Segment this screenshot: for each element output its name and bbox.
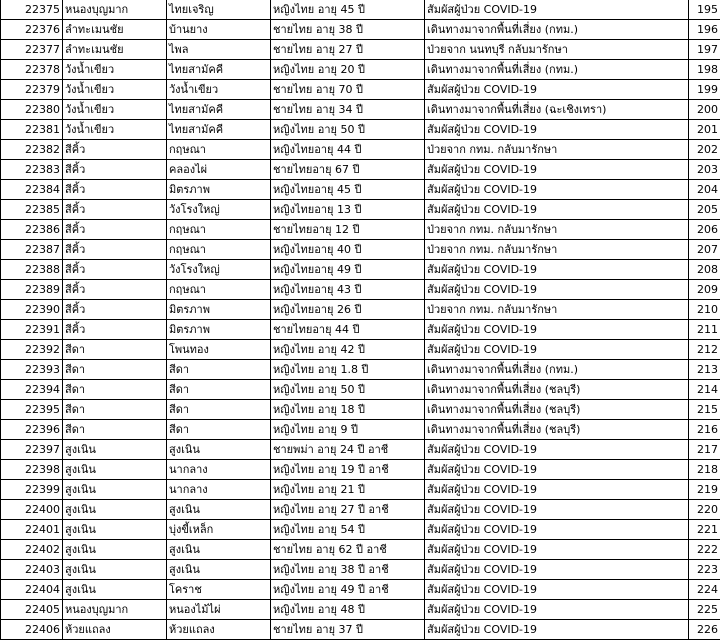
- case-id-cell: 22375: [1, 0, 63, 20]
- table-row: [1, 240, 720, 260]
- infection-source-cell: สัมผัสผู้ป่วย COVID-19: [425, 200, 689, 220]
- subdistrict-cell: นากลาง: [167, 460, 271, 480]
- case-id-cell: 22391: [1, 320, 63, 340]
- district-cell: สีคิ้ว: [63, 180, 167, 200]
- case-id-cell: 22385: [1, 200, 63, 220]
- patient-info-cell: หญิงไทย อายุ 9 ปี: [271, 420, 425, 440]
- patient-info-cell: ชายไทย อายุ 38 ปี: [271, 20, 425, 40]
- table-row: [1, 620, 720, 640]
- subdistrict-cell: ไทยสามัคคี: [167, 60, 271, 80]
- patient-info-cell: หญิงไทยอายุ 40 ปี: [271, 240, 425, 260]
- subdistrict-cell: สีดา: [167, 360, 271, 380]
- patient-info-cell: หญิงไทยอายุ 26 ปี: [271, 300, 425, 320]
- district-cell: หนองบุญมาก: [63, 600, 167, 620]
- table-row: [1, 200, 720, 220]
- patient-info-cell: หญิงไทยอายุ 44 ปี: [271, 140, 425, 160]
- table-row: [1, 180, 720, 200]
- patient-info-cell: ชายไทยอายุ 12 ปี: [271, 220, 425, 240]
- table-row: [1, 380, 720, 400]
- sequence-number-cell: 204: [689, 180, 720, 200]
- infection-source-cell: สัมผัสผู้ป่วย COVID-19: [425, 540, 689, 560]
- case-id-cell: 22378: [1, 60, 63, 80]
- patient-info-cell: หญิงไทย อายุ 20 ปี: [271, 60, 425, 80]
- case-id-cell: 22376: [1, 20, 63, 40]
- infection-source-cell: สัมผัสผู้ป่วย COVID-19: [425, 560, 689, 580]
- subdistrict-cell: นากลาง: [167, 480, 271, 500]
- district-cell: ลำทะเมนชัย: [63, 20, 167, 40]
- patient-info-cell: หญิงไทย อายุ 1.8 ปี: [271, 360, 425, 380]
- sequence-number-cell: 201: [689, 120, 720, 140]
- sequence-number-cell: 220: [689, 500, 720, 520]
- sequence-number-cell: 200: [689, 100, 720, 120]
- infection-source-cell: สัมผัสผู้ป่วย COVID-19: [425, 120, 689, 140]
- district-cell: สีคิ้ว: [63, 200, 167, 220]
- case-id-cell: 22401: [1, 520, 63, 540]
- patient-info-cell: หญิงไทยอายุ 43 ปี: [271, 280, 425, 300]
- sequence-number-cell: 207: [689, 240, 720, 260]
- table-row: [1, 220, 720, 240]
- case-id-cell: 22395: [1, 400, 63, 420]
- infection-source-cell: เดินทางมาจากพื้นที่เสี่ยง (ชลบุรี): [425, 400, 689, 420]
- patient-info-cell: ชายไทย อายุ 34 ปี: [271, 100, 425, 120]
- infection-source-cell: เดินทางมาจากพื้นที่เสี่ยง (ชลบุรี): [425, 420, 689, 440]
- subdistrict-cell: ไทยสามัคคี: [167, 100, 271, 120]
- subdistrict-cell: วังน้ำเขียว: [167, 80, 271, 100]
- case-id-cell: 22406: [1, 620, 63, 640]
- patient-info-cell: ชายไทย อายุ 37 ปี: [271, 620, 425, 640]
- patient-info-cell: หญิงไทยอายุ 49 ปี: [271, 260, 425, 280]
- sequence-number-cell: 196: [689, 20, 720, 40]
- infection-source-cell: เดินทางมาจากพื้นที่เสี่ยง (กทม.): [425, 20, 689, 40]
- subdistrict-cell: สูงเนิน: [167, 560, 271, 580]
- patient-info-cell: ชายไทยอายุ 44 ปี: [271, 320, 425, 340]
- table-row: [1, 280, 720, 300]
- infection-source-cell: สัมผัสผู้ป่วย COVID-19: [425, 260, 689, 280]
- district-cell: สูงเนิน: [63, 560, 167, 580]
- infection-source-cell: สัมผัสผู้ป่วย COVID-19: [425, 500, 689, 520]
- sequence-number-cell: 211: [689, 320, 720, 340]
- district-cell: วังน้ำเขียว: [63, 100, 167, 120]
- patient-info-cell: ชายไทยอายุ 67 ปี: [271, 160, 425, 180]
- table-row: [1, 260, 720, 280]
- infection-source-cell: สัมผัสผู้ป่วย COVID-19: [425, 480, 689, 500]
- district-cell: วังน้ำเขียว: [63, 80, 167, 100]
- infection-source-cell: เดินทางมาจากพื้นที่เสี่ยง (ชลบุรี): [425, 380, 689, 400]
- infection-source-cell: สัมผัสผู้ป่วย COVID-19: [425, 0, 689, 20]
- subdistrict-cell: หนองไม้ไผ่: [167, 600, 271, 620]
- district-cell: สีคิ้ว: [63, 260, 167, 280]
- district-cell: สูงเนิน: [63, 580, 167, 600]
- subdistrict-cell: คลองไผ่: [167, 160, 271, 180]
- table-row: [1, 40, 720, 60]
- infection-source-cell: ป่วยจาก กทม. กลับมารักษา: [425, 300, 689, 320]
- subdistrict-cell: มิตรภาพ: [167, 320, 271, 340]
- patient-info-cell: หญิงไทย อายุ 45 ปี: [271, 0, 425, 20]
- subdistrict-cell: สีดา: [167, 420, 271, 440]
- patient-info-cell: ชายพม่า อายุ 24 ปี อาชี: [271, 440, 425, 460]
- sequence-number-cell: 221: [689, 520, 720, 540]
- district-cell: สูงเนิน: [63, 500, 167, 520]
- district-cell: สีคิ้ว: [63, 240, 167, 260]
- subdistrict-cell: บ้านยาง: [167, 20, 271, 40]
- table-row: [1, 560, 720, 580]
- case-id-cell: 22398: [1, 460, 63, 480]
- table-row: [1, 400, 720, 420]
- district-cell: วังน้ำเขียว: [63, 60, 167, 80]
- subdistrict-cell: โพนทอง: [167, 340, 271, 360]
- table-row: [1, 120, 720, 140]
- district-cell: สูงเนิน: [63, 480, 167, 500]
- patient-info-cell: หญิงไทย อายุ 42 ปี: [271, 340, 425, 360]
- table-row: [1, 600, 720, 620]
- subdistrict-cell: ไทยสามัคคี: [167, 120, 271, 140]
- sequence-number-cell: 218: [689, 460, 720, 480]
- sequence-number-cell: 210: [689, 300, 720, 320]
- patient-info-cell: หญิงไทย อายุ 21 ปี: [271, 480, 425, 500]
- sequence-number-cell: 198: [689, 60, 720, 80]
- district-cell: สีดา: [63, 400, 167, 420]
- sequence-number-cell: 205: [689, 200, 720, 220]
- subdistrict-cell: มิตรภาพ: [167, 180, 271, 200]
- infection-source-cell: สัมผัสผู้ป่วย COVID-19: [425, 440, 689, 460]
- patient-info-cell: หญิงไทย อายุ 50 ปี: [271, 380, 425, 400]
- patient-info-cell: หญิงไทย อายุ 54 ปี: [271, 520, 425, 540]
- subdistrict-cell: บุ่งขี้เหล็ก: [167, 520, 271, 540]
- infection-source-cell: สัมผัสผู้ป่วย COVID-19: [425, 340, 689, 360]
- sequence-number-cell: 226: [689, 620, 720, 640]
- subdistrict-cell: ไพล: [167, 40, 271, 60]
- table-row: [1, 160, 720, 180]
- patient-info-cell: ชายไทย อายุ 70 ปี: [271, 80, 425, 100]
- sequence-number-cell: 219: [689, 480, 720, 500]
- infection-source-cell: เดินทางมาจากพื้นที่เสี่ยง (กทม.): [425, 360, 689, 380]
- infection-source-cell: เดินทางมาจากพื้นที่เสี่ยง (ฉะเชิงเทรา): [425, 100, 689, 120]
- sequence-number-cell: 225: [689, 600, 720, 620]
- infection-source-cell: สัมผัสผู้ป่วย COVID-19: [425, 160, 689, 180]
- infection-source-cell: ป่วยจาก กทม. กลับมารักษา: [425, 240, 689, 260]
- sequence-number-cell: 206: [689, 220, 720, 240]
- infection-source-cell: สัมผัสผู้ป่วย COVID-19: [425, 460, 689, 480]
- case-id-cell: 22400: [1, 500, 63, 520]
- subdistrict-cell: สีดา: [167, 400, 271, 420]
- sequence-number-cell: 202: [689, 140, 720, 160]
- table-row: [1, 320, 720, 340]
- infection-source-cell: สัมผัสผู้ป่วย COVID-19: [425, 320, 689, 340]
- infection-source-cell: สัมผัสผู้ป่วย COVID-19: [425, 600, 689, 620]
- infection-source-cell: สัมผัสผู้ป่วย COVID-19: [425, 180, 689, 200]
- sequence-number-cell: 224: [689, 580, 720, 600]
- table-row: [1, 520, 720, 540]
- sequence-number-cell: 214: [689, 380, 720, 400]
- sequence-number-cell: 199: [689, 80, 720, 100]
- case-id-cell: 22388: [1, 260, 63, 280]
- case-table-body: [1, 0, 720, 640]
- table-row: [1, 420, 720, 440]
- patient-info-cell: หญิงไทย อายุ 27 ปี อาชี: [271, 500, 425, 520]
- case-id-cell: 22382: [1, 140, 63, 160]
- patient-info-cell: ชายไทย อายุ 62 ปี อาชี: [271, 540, 425, 560]
- infection-source-cell: สัมผัสผู้ป่วย COVID-19: [425, 80, 689, 100]
- table-row: [1, 20, 720, 40]
- district-cell: ห้วยแถลง: [63, 620, 167, 640]
- subdistrict-cell: วังโรงใหญ่: [167, 260, 271, 280]
- patient-info-cell: หญิงไทย อายุ 19 ปี อาชี: [271, 460, 425, 480]
- sequence-number-cell: 223: [689, 560, 720, 580]
- subdistrict-cell: สูงเนิน: [167, 500, 271, 520]
- district-cell: สูงเนิน: [63, 440, 167, 460]
- infection-source-cell: ป่วยจาก นนทบุรี กลับมารักษา: [425, 40, 689, 60]
- infection-source-cell: สัมผัสผู้ป่วย COVID-19: [425, 520, 689, 540]
- case-id-cell: 22390: [1, 300, 63, 320]
- district-cell: สีคิ้ว: [63, 140, 167, 160]
- district-cell: วังน้ำเขียว: [63, 120, 167, 140]
- district-cell: สีคิ้ว: [63, 280, 167, 300]
- table-row: [1, 460, 720, 480]
- infection-source-cell: สัมผัสผู้ป่วย COVID-19: [425, 620, 689, 640]
- subdistrict-cell: วังโรงใหญ่: [167, 200, 271, 220]
- patient-info-cell: หญิงไทย อายุ 49 ปี อาชี: [271, 580, 425, 600]
- case-id-cell: 22389: [1, 280, 63, 300]
- district-cell: สูงเนิน: [63, 540, 167, 560]
- infection-source-cell: ป่วยจาก กทม. กลับมารักษา: [425, 140, 689, 160]
- case-id-cell: 22384: [1, 180, 63, 200]
- patient-info-cell: หญิงไทยอายุ 45 ปี: [271, 180, 425, 200]
- sequence-number-cell: 217: [689, 440, 720, 460]
- table-row: [1, 360, 720, 380]
- subdistrict-cell: สีดา: [167, 380, 271, 400]
- case-id-cell: 22402: [1, 540, 63, 560]
- case-id-cell: 22386: [1, 220, 63, 240]
- subdistrict-cell: กฤษณา: [167, 280, 271, 300]
- subdistrict-cell: โคราช: [167, 580, 271, 600]
- case-id-cell: 22392: [1, 340, 63, 360]
- table-row: [1, 480, 720, 500]
- sequence-number-cell: 195: [689, 0, 720, 20]
- sequence-number-cell: 213: [689, 360, 720, 380]
- district-cell: สีดา: [63, 380, 167, 400]
- district-cell: สีดา: [63, 360, 167, 380]
- case-id-cell: 22394: [1, 380, 63, 400]
- case-id-cell: 22404: [1, 580, 63, 600]
- case-id-cell: 22381: [1, 120, 63, 140]
- table-row: [1, 340, 720, 360]
- case-id-cell: 22396: [1, 420, 63, 440]
- case-id-cell: 22397: [1, 440, 63, 460]
- infection-source-cell: ป่วยจาก กทม. กลับมารักษา: [425, 220, 689, 240]
- patient-info-cell: หญิงไทย อายุ 50 ปี: [271, 120, 425, 140]
- patient-info-cell: หญิงไทย อายุ 48 ปี: [271, 600, 425, 620]
- sequence-number-cell: 215: [689, 400, 720, 420]
- case-id-cell: 22405: [1, 600, 63, 620]
- case-id-cell: 22393: [1, 360, 63, 380]
- table-row: [1, 80, 720, 100]
- subdistrict-cell: สูงเนิน: [167, 540, 271, 560]
- sequence-number-cell: 209: [689, 280, 720, 300]
- subdistrict-cell: กฤษณา: [167, 220, 271, 240]
- case-id-cell: 22377: [1, 40, 63, 60]
- subdistrict-cell: กฤษณา: [167, 240, 271, 260]
- subdistrict-cell: มิตรภาพ: [167, 300, 271, 320]
- infection-source-cell: สัมผัสผู้ป่วย COVID-19: [425, 280, 689, 300]
- table-row: [1, 0, 720, 20]
- patient-info-cell: หญิงไทย อายุ 18 ปี: [271, 400, 425, 420]
- table-row: [1, 500, 720, 520]
- sequence-number-cell: 197: [689, 40, 720, 60]
- table-row: [1, 540, 720, 560]
- subdistrict-cell: ห้วยแถลง: [167, 620, 271, 640]
- table-row: [1, 100, 720, 120]
- district-cell: สีดา: [63, 420, 167, 440]
- case-id-cell: 22387: [1, 240, 63, 260]
- subdistrict-cell: กฤษณา: [167, 140, 271, 160]
- subdistrict-cell: ไทยเจริญ: [167, 0, 271, 20]
- case-id-cell: 22379: [1, 80, 63, 100]
- table-row: [1, 140, 720, 160]
- patient-info-cell: หญิงไทย อายุ 38 ปี อาชี: [271, 560, 425, 580]
- table-row: [1, 60, 720, 80]
- sequence-number-cell: 222: [689, 540, 720, 560]
- sequence-number-cell: 208: [689, 260, 720, 280]
- district-cell: สูงเนิน: [63, 460, 167, 480]
- district-cell: สีคิ้ว: [63, 300, 167, 320]
- table-row: [1, 440, 720, 460]
- sequence-number-cell: 203: [689, 160, 720, 180]
- case-id-cell: 22399: [1, 480, 63, 500]
- case-id-cell: 22403: [1, 560, 63, 580]
- district-cell: สูงเนิน: [63, 520, 167, 540]
- district-cell: สีคิ้ว: [63, 320, 167, 340]
- case-id-cell: 22380: [1, 100, 63, 120]
- table-row: [1, 300, 720, 320]
- district-cell: หนองบุญมาก: [63, 0, 167, 20]
- district-cell: สีคิ้ว: [63, 220, 167, 240]
- case-id-cell: 22383: [1, 160, 63, 180]
- subdistrict-cell: สูงเนิน: [167, 440, 271, 460]
- infection-source-cell: เดินทางมาจากพื้นที่เสี่ยง (กทม.): [425, 60, 689, 80]
- patient-info-cell: ชายไทย อายุ 27 ปี: [271, 40, 425, 60]
- sequence-number-cell: 212: [689, 340, 720, 360]
- district-cell: สีดา: [63, 340, 167, 360]
- infection-source-cell: สัมผัสผู้ป่วย COVID-19: [425, 580, 689, 600]
- district-cell: สีคิ้ว: [63, 160, 167, 180]
- table-row: [1, 580, 720, 600]
- sequence-number-cell: 216: [689, 420, 720, 440]
- district-cell: ลำทะเมนชัย: [63, 40, 167, 60]
- patient-info-cell: หญิงไทยอายุ 13 ปี: [271, 200, 425, 220]
